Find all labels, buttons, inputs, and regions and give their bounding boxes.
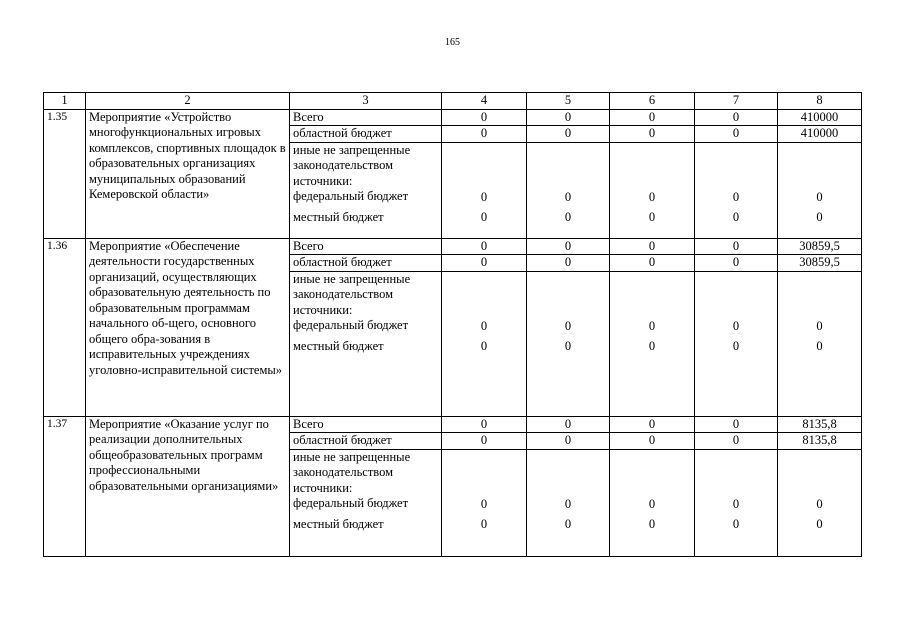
value-federal: 0 (648, 496, 656, 511)
value-cell-group (442, 142, 527, 238)
value-cell: 0 (442, 109, 527, 126)
value-local: 0 (564, 210, 572, 224)
value-cell-group (695, 271, 778, 416)
value-cell-group (695, 142, 778, 238)
source-local-label: местный бюджет (293, 516, 384, 531)
value-local: 0 (732, 210, 740, 224)
value-local: 0 (648, 339, 656, 353)
value-cell: 0 (527, 416, 610, 433)
value-local: 0 (648, 210, 656, 224)
value-local: 0 (564, 517, 572, 531)
value-cell: 30859,5 (778, 238, 862, 255)
source-local-label: местный бюджет (293, 209, 384, 224)
value-cell: 0 (610, 238, 695, 255)
row-index: 1.36 (44, 238, 86, 416)
value-cell: 410000 (778, 126, 862, 143)
table-row (44, 109, 862, 126)
value-cell-group (778, 271, 862, 416)
value-cell-group (442, 271, 527, 416)
value-federal: 0 (564, 496, 572, 511)
value-federal: 0 (480, 189, 488, 204)
source-total-label: Всего (290, 416, 442, 433)
value-federal: 0 (564, 189, 572, 204)
value-cell: 30859,5 (778, 255, 862, 272)
value-cell-group (527, 449, 610, 556)
source-federal-label: федеральный бюджет (293, 496, 409, 510)
value-local: 0 (732, 517, 740, 531)
value-cell: 0 (695, 255, 778, 272)
value-federal: 0 (816, 318, 823, 333)
value-cell: 0 (610, 255, 695, 272)
value-local: 0 (816, 339, 823, 353)
column-header: 8 (778, 93, 862, 110)
value-cell-group (610, 142, 695, 238)
value-cell-group (610, 449, 695, 556)
value-cell: 8135,8 (778, 416, 862, 433)
value-cell: 410000 (778, 109, 862, 126)
source-federal-label: федеральный бюджет (293, 189, 409, 203)
source-federal-label: федеральный бюджет (293, 318, 409, 332)
value-cell: 0 (442, 238, 527, 255)
row-description: Мероприятие «Устройство многофункциональных игровых комплексов, спортивных площадок в образовательных организациях муниципальных образований Кемеровской области» (86, 109, 290, 238)
table-row (44, 238, 862, 255)
value-federal: 0 (816, 496, 823, 511)
source-regional-label: областной бюджет (290, 126, 442, 143)
row-index: 1.37 (44, 416, 86, 556)
value-cell-group (778, 449, 862, 556)
budget-table (43, 92, 862, 557)
value-local: 0 (480, 210, 488, 224)
value-federal: 0 (564, 318, 572, 333)
value-cell: 0 (527, 433, 610, 450)
value-cell: 0 (527, 126, 610, 143)
header-row (44, 93, 862, 110)
row-index: 1.35 (44, 109, 86, 238)
column-header: 6 (610, 93, 695, 110)
value-cell-group (442, 449, 527, 556)
value-cell: 0 (610, 109, 695, 126)
column-header: 2 (86, 93, 290, 110)
value-cell-group (778, 142, 862, 238)
column-header: 1 (44, 93, 86, 110)
table-row (44, 416, 862, 433)
source-other-label: иные не запрещенные законодательством источники: (293, 142, 411, 188)
value-local: 0 (480, 339, 488, 353)
value-cell-group (527, 271, 610, 416)
value-federal: 0 (732, 496, 740, 511)
value-federal: 0 (480, 318, 488, 333)
value-local: 0 (732, 339, 740, 353)
value-cell: 0 (610, 126, 695, 143)
value-local: 0 (816, 517, 823, 531)
value-local: 0 (648, 517, 656, 531)
value-cell: 0 (610, 433, 695, 450)
value-federal: 0 (816, 189, 823, 204)
row-description: Мероприятие «Оказание услуг по реализации дополнительных общеобразовательных программ профессиональными образовательными организациями» (86, 416, 290, 556)
column-header: 5 (527, 93, 610, 110)
source-other-label: иные не запрещенные законодательством источники: (293, 271, 411, 317)
source-other-cell (290, 142, 442, 238)
value-cell: 0 (527, 255, 610, 272)
value-federal: 0 (648, 189, 656, 204)
value-federal: 0 (732, 189, 740, 204)
value-cell: 0 (695, 416, 778, 433)
value-local: 0 (480, 517, 488, 531)
value-federal: 0 (732, 318, 740, 333)
value-cell: 0 (695, 433, 778, 450)
source-local-label: местный бюджет (293, 338, 384, 353)
value-cell: 8135,8 (778, 433, 862, 450)
page-number: 165 (445, 37, 460, 48)
source-regional-label: областной бюджет (290, 433, 442, 450)
source-total-label: Всего (290, 238, 442, 255)
value-cell: 0 (442, 433, 527, 450)
column-header: 7 (695, 93, 778, 110)
value-local: 0 (816, 210, 823, 224)
value-local: 0 (564, 339, 572, 353)
source-other-label: иные не запрещенные законодательством источники: (293, 449, 411, 495)
source-other-cell (290, 449, 442, 556)
value-cell: 0 (695, 238, 778, 255)
source-regional-label: областной бюджет (290, 255, 442, 272)
value-cell: 0 (527, 109, 610, 126)
value-cell: 0 (442, 255, 527, 272)
row-description: Мероприятие «Обеспечение деятельности государственных организаций, осуществляющих образовательную деятельность по образовательным программам начального об-щего, основного общего обра-зования в исправительных учреждениях уголовно-исправительной системы» (86, 238, 290, 416)
value-cell-group (610, 271, 695, 416)
source-other-cell (290, 271, 442, 416)
value-cell: 0 (442, 126, 527, 143)
value-cell: 0 (695, 126, 778, 143)
source-total-label: Всего (290, 109, 442, 126)
value-federal: 0 (480, 496, 488, 511)
value-cell-group (527, 142, 610, 238)
value-cell: 0 (695, 109, 778, 126)
value-cell: 0 (610, 416, 695, 433)
column-header: 4 (442, 93, 527, 110)
value-federal: 0 (648, 318, 656, 333)
column-header: 3 (290, 93, 442, 110)
value-cell: 0 (527, 238, 610, 255)
value-cell-group (695, 449, 778, 556)
value-cell: 0 (442, 416, 527, 433)
